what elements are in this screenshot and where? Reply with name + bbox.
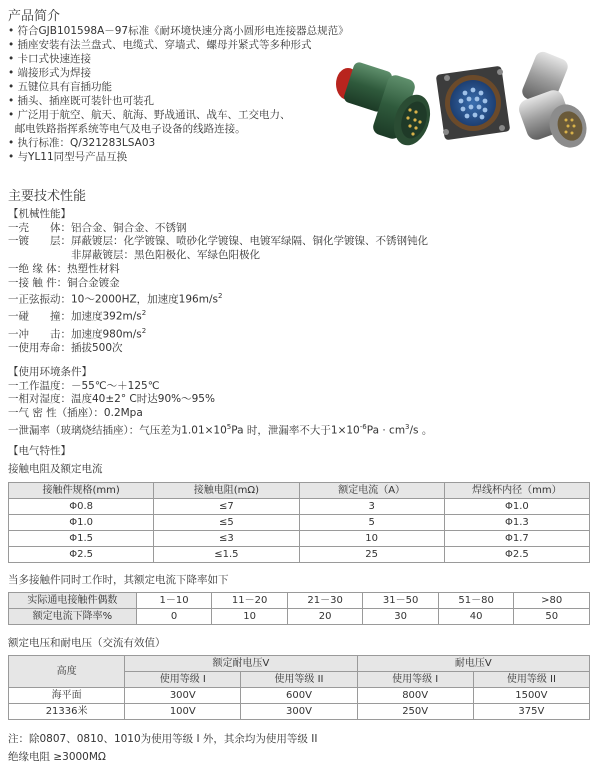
intro-bullet: • 端接形式为焊接 (8, 67, 92, 79)
usage-level-note: 注：除0807、0810、1010为使用等级 I 外，其余均为使用等级 II (8, 733, 318, 745)
spec-item-leak-rate: 一泄漏率（玻璃烧结插座）：气压差为$1.01\times 10^5Pa$ 时，泄漏率不大于$1\times 10^{-6}Pa \cdot cm^3/s$ 。 (8, 422, 433, 437)
table-header-cell: 额定耐电压V (125, 656, 357, 672)
table-header-cell: 使用等级 I (357, 672, 473, 688)
mechanical-header: 【机械性能】 (8, 208, 71, 220)
table-header-cell: 使用等级 II (473, 672, 589, 688)
table-header-cell: 使用等级 I (125, 672, 241, 688)
intro-bullet: • 五键位具有盲插功能 (8, 81, 113, 93)
table-cell: 21－30 (287, 593, 363, 609)
table-row (9, 609, 590, 625)
table-cell: Φ2.5 (9, 547, 154, 563)
table-cell: 10 (299, 531, 444, 547)
contact-resistance-table (8, 482, 590, 563)
right-angle-silver-connector (516, 49, 592, 152)
table-cell: Φ1.3 (444, 515, 589, 531)
table-cell: 20 (287, 609, 363, 625)
table-cell: >80 (514, 593, 590, 609)
table-cell: 30 (363, 609, 439, 625)
table-cell: 800V (357, 688, 473, 704)
table-row (9, 547, 590, 563)
table-header-cell: 额定电流下降率% (9, 609, 137, 625)
intro-bullet: • 卡口式快速连接 (8, 53, 92, 65)
table-header-cell: 耐电压V (357, 656, 589, 672)
table-cell: 40 (438, 609, 514, 625)
table-cell: 51－80 (438, 593, 514, 609)
main-specs-title: 主要技术性能 (8, 189, 87, 204)
insulation-resistance: 绝缘电阻 ≥3000MΩ (8, 751, 106, 763)
flange-receptacle-connector (436, 66, 511, 141)
table-cell: 375V (473, 704, 589, 720)
spec-item: 一工作温度：－55℃～＋125℃ (8, 379, 160, 392)
intro-title: 产品简介 (8, 9, 61, 24)
table-header-row (9, 656, 590, 672)
spec-item: 非屏蔽镀层：黑色阳极化、军绿色阳极化 (8, 249, 260, 262)
voltage-table-title: 额定电压和耐电压（交流有效值） (8, 637, 166, 649)
environment-section (8, 366, 432, 438)
spec-item: 一相对湿度：温度40±2° C时达90%～95% (8, 393, 215, 406)
table-cell: Φ1.5 (9, 531, 154, 547)
spec-item: 一壳 体：铝合金、铜合金、不锈钢 (8, 221, 187, 234)
table-cell: 31－50 (363, 593, 439, 609)
table-header-cell: 接触件规格(mm) (9, 483, 154, 499)
table-cell: ≤5 (154, 515, 299, 531)
table-header-cell: 实际通电接触件偶数 (9, 593, 137, 609)
table-cell: 0 (136, 609, 212, 625)
electrical-header: 【电气特性】 (8, 445, 71, 457)
contact-table-title: 接触电阻及额定电流 (8, 463, 103, 475)
table-cell: 250V (357, 704, 473, 720)
table-cell: Φ0.8 (9, 499, 154, 515)
intro-bullet-list (8, 24, 349, 164)
table-cell: 100V (125, 704, 241, 720)
table-cell: Φ2.5 (444, 547, 589, 563)
table-cell: 海平面 (9, 688, 125, 704)
table-cell: ≤1.5 (154, 547, 299, 563)
spec-item: 一接 触 件：铜合金镀金 (8, 276, 120, 289)
intro-bullet: • 插座安装有法兰盘式、电缆式、穿墙式、螺母并紧式等多种形式 (8, 39, 312, 51)
table-cell: 10 (212, 609, 288, 625)
spec-item: 一气 密 性（插座）：0.2Mpa (8, 407, 143, 420)
table-row (9, 515, 590, 531)
table-header-cell: 焊线杯内径（mm） (444, 483, 589, 499)
mechanical-section (8, 208, 428, 356)
table-cell: Φ1.0 (444, 499, 589, 515)
table-cell: ≤7 (154, 499, 299, 515)
spec-item: 一碰 撞：加速度$392m/s^2$ (8, 309, 147, 323)
current-derating-table (8, 592, 590, 625)
table-cell: 300V (241, 704, 357, 720)
table-row (9, 688, 590, 704)
table-cell: 5 (299, 515, 444, 531)
spec-item: 一正弦振动：10～2000HZ，加速度$196m/s^2$ (8, 292, 223, 306)
table-cell: Φ1.0 (9, 515, 154, 531)
table-cell: 600V (241, 688, 357, 704)
table-header-cell: 接触电阻(mΩ) (154, 483, 299, 499)
intro-bullet: • 与YL11同型号产品互换 (8, 151, 128, 163)
environment-header: 【使用环境条件】 (8, 366, 92, 378)
table-cell: 3 (299, 499, 444, 515)
table-cell: 25 (299, 547, 444, 563)
table-header-cell: 高度 (9, 656, 125, 688)
table-row (9, 704, 590, 720)
table-cell: Φ1.7 (444, 531, 589, 547)
table-header-cell: 额定电流（A） (299, 483, 444, 499)
intro-bullet: • 符合GJB101598A－97标准《耐环境快速分离小圆形电连接器总规范》 (8, 25, 349, 37)
table-cell: ≤3 (154, 531, 299, 547)
table-cell: 50 (514, 609, 590, 625)
table-row (9, 593, 590, 609)
spec-item: 一冲 击：加速度$980m/s^2$ (8, 326, 147, 341)
intro-bullet: • 广泛用于航空、航天、航海、野战通讯、战车、工交电力、 (8, 109, 291, 121)
table-cell: 21336米 (9, 704, 125, 720)
product-photo (330, 48, 598, 158)
intro-bullet-continued: 邮电铁路指挥系统等电气及电子设备的线路连接。 (14, 123, 246, 135)
voltage-table (8, 655, 590, 720)
derating-table-title: 当多接触件同时工作时，其额定电流下降率如下 (8, 574, 229, 586)
table-row (9, 531, 590, 547)
spec-item: 一镀 层：屏蔽镀层：化学镀镍、喷砂化学镀镍、电镀军绿隔、铜化学镀镍、不锈钢钝化 (8, 235, 428, 248)
intro-bullet: • 插头、插座既可装针也可装孔 (8, 95, 155, 107)
table-header-row (9, 483, 590, 499)
green-plug-connector (336, 61, 436, 150)
table-row (9, 499, 590, 515)
spec-item: 一绝 缘 体：热塑性材料 (8, 262, 120, 275)
table-cell: 1500V (473, 688, 589, 704)
table-cell: 11－20 (212, 593, 288, 609)
spec-item: 一使用寿命：插拔500次 (8, 341, 123, 354)
intro-bullet: • 执行标准：Q/321283LSA03 (8, 137, 156, 149)
table-cell: 1－10 (136, 593, 212, 609)
table-cell: 300V (125, 688, 241, 704)
table-header-cell: 使用等级 II (241, 672, 357, 688)
